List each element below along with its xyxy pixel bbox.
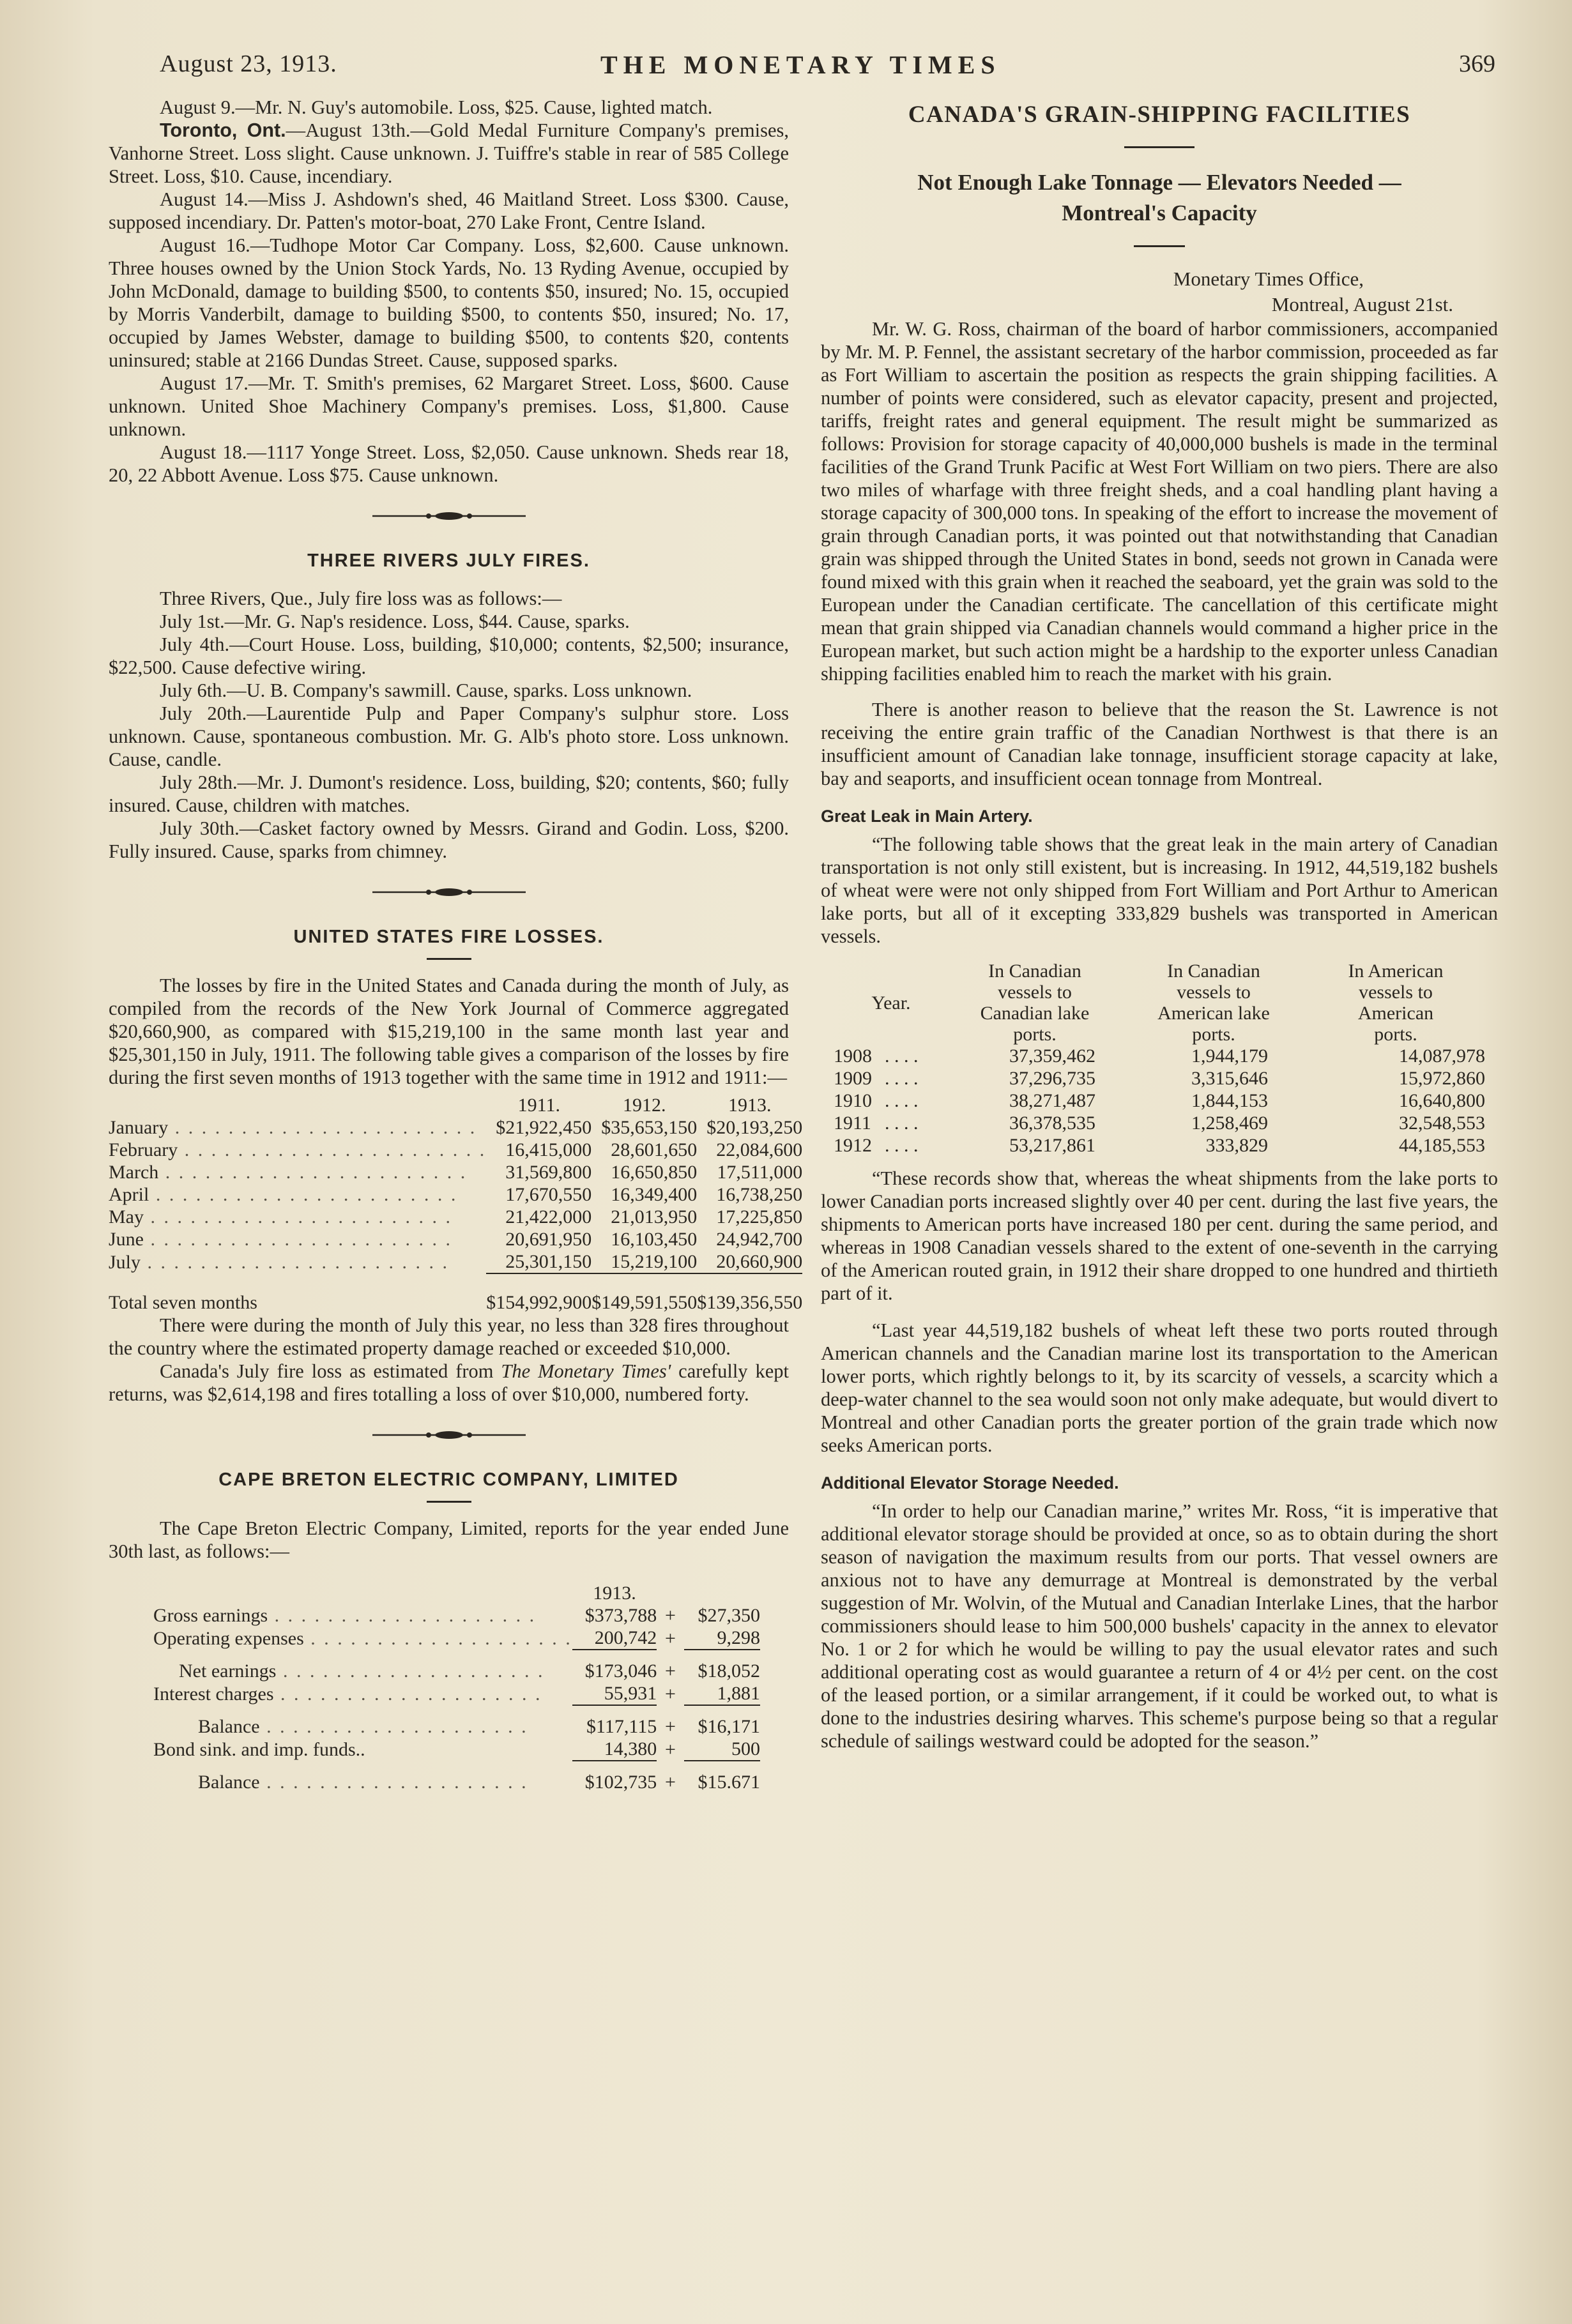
- year-cell: 1912: [834, 1135, 872, 1156]
- table-cell: 1,844,153: [1191, 1090, 1268, 1111]
- table-cell: $149,591,550: [591, 1292, 698, 1313]
- fire-item: August 9.—Mr. N. Guy's automobile. Loss, $25. Cause, lighted match.: [160, 96, 713, 118]
- dateline: Monetary Times Office, Montreal, August 21st.: [1173, 268, 1453, 315]
- toronto-label: Toronto, Ont.: [160, 119, 286, 141]
- month-label: April: [109, 1184, 149, 1205]
- fire-item: August 17.—Mr. T. Smith's premises, 62 Margaret Street. Loss, $600. Cause unknown. United Shoe Machinery Company's premises. Loss, $1,800. Cause unknown.: [109, 372, 789, 440]
- table-cell: 16,415,000: [505, 1139, 592, 1160]
- table-row: 1908 . . . . 37,359,462 1,944,179 14,087,978: [834, 1045, 1485, 1067]
- table-cell: 16,650,850: [611, 1162, 698, 1183]
- three-rivers-para: July 6th.—U. B. Company's sawmill. Cause, sparks. Loss unknown.: [160, 680, 692, 701]
- table-cell: $15.671: [698, 1772, 760, 1793]
- table-cell: 17,511,000: [717, 1162, 803, 1183]
- article-subtitle: Montreal's Capacity: [1062, 201, 1257, 225]
- table-cell: 17,225,850: [716, 1206, 803, 1227]
- table-cell: 31,569,800: [505, 1162, 592, 1183]
- three-rivers-para: July 1st.—Mr. G. Nap's residence. Loss, $44. Cause, sparks.: [160, 611, 630, 632]
- table-row: Gross earnings . . . . . . . . . . . . . . . . . . . . $373,788 + $27,350: [153, 1605, 760, 1626]
- year-header: 1913.: [728, 1095, 772, 1116]
- year-cell: 1909: [834, 1068, 872, 1089]
- table-cell: $154,992,900: [486, 1292, 592, 1313]
- table-row: February . . . . . . . . . . . . . . . . . . . . . . . 16,415,000 28,601,650 22,084,600: [109, 1139, 803, 1160]
- us-fire-title: UNITED STATES FIRE LOSSES.: [293, 927, 604, 947]
- year-header: 1913.: [593, 1583, 636, 1604]
- table-cell: 3,315,646: [1191, 1068, 1268, 1089]
- table-row: 1910 . . . . 38,271,487 1,844,153 16,640,800: [834, 1090, 1485, 1111]
- column-header: In Canadian vessels to American lake ports.: [1157, 961, 1270, 1045]
- article-paragraph: Mr. W. G. Ross, chairman of the board of harbor commissioners, accompanied by Mr. M. P. Fennel, the assistant secretary of the harbor commission, proceeded as far as Fort William to ascertain the position as respects the grain shipping facilities. A number of points were considered, such as elevator capacity, present and projected, tariffs, freight rates and general equipment. The result might be summarized as follows: Provision for storage capacity of 40,000,000 bushels is made in the terminal facilities of the Grand Trunk Pacific at West Fort William on two piers. There are also two miles of wharfage with three freight sheds, and a coal handling plant having a storage capacity of 300,000 tons. In speaking of the effort to increase the movement of grain through Canadian ports, it was pointed out that notwithstanding that Canadian grain was shipped through the United States in bond, seeds not grown in Canada were found mixed with this grain when it reached the seaboard, yet the grain was sold to the European under the Canadian certificate. The cancellation of this certificate might mean that grain shipped via Canadian channels would command a higher price in the European market, but such action might be a hardship to the exporter unless Canadian shipping facilities enabled him to reach the market with his grain.: [821, 318, 1498, 685]
- fire-item: August 14.—Miss J. Ashdown's shed, 46 Maitland Street. Loss $300. Cause, supposed incendiary. Dr. Patten's motor-boat, 270 Lake Front, Centre Island.: [109, 188, 789, 233]
- table-row: June . . . . . . . . . . . . . . . . . . . . . . . 20,691,950 16,103,450 24,942,700: [109, 1229, 803, 1250]
- three-rivers-para: Three Rivers, Que., July fire loss was as follows:—: [160, 588, 562, 609]
- year-cell: 1910: [834, 1090, 872, 1111]
- table-cell: 500: [731, 1738, 760, 1759]
- article-paragraph: “The following table shows that the great leak in the main artery of Canadian transportation is not only still existent, but is increasing. In 1912, 44,519,182 bushels of wheat were were not only shipped from Fort William and Port Arthur to American lake ports, but all of it excepting 333,829 bushels was transported in American vessels.: [821, 833, 1498, 947]
- table-cell: $139,356,550: [697, 1292, 803, 1313]
- table-cell: $102,735: [584, 1772, 657, 1793]
- table-row: Balance . . . . . . . . . . . . . . . . . . . . $117,115 + $16,171: [198, 1716, 760, 1737]
- title-rule: [427, 1501, 471, 1503]
- table-cell: 16,349,400: [611, 1184, 698, 1205]
- month-label: May: [109, 1206, 144, 1227]
- table-cell: 15,219,100: [611, 1251, 698, 1272]
- table-cell: 22,084,600: [716, 1139, 803, 1160]
- us-fire-note: Canada's July fire loss as estimated from The Monetary Times' carefully kept returns, was $2,614,198 and fires totalling a loss of over $10,000, numbered forty.: [109, 1360, 789, 1405]
- table-cell: 28,601,650: [611, 1139, 698, 1160]
- row-label: Interest charges: [153, 1683, 274, 1705]
- table-cell: 20,691,950: [505, 1229, 592, 1250]
- page-header: [160, 50, 1495, 88]
- table-cell: $173,046: [584, 1660, 657, 1682]
- table-cell: 44,185,553: [1399, 1135, 1485, 1156]
- page-number: 369: [1459, 50, 1495, 77]
- row-label: Operating expenses: [153, 1627, 304, 1649]
- table-cell: 32,548,553: [1399, 1113, 1485, 1134]
- title-rule: [1134, 245, 1185, 247]
- row-label: Net earnings: [179, 1660, 277, 1682]
- table-cell: 20,660,900: [716, 1251, 803, 1272]
- table-cell: 200,742: [594, 1627, 657, 1648]
- article-paragraph: “These records show that, whereas the wheat shipments from the lake ports to lower Canadian ports increased slightly over 40 per cent. during the last five years, the shipments to American ports have increased 180 per cent. during the same period, and whereas in 1908 Canadian vessels shared to the extent of one-seventh in the carrying of the American routed grain, in 1912 their share dropped to one hundred and thirtieth part of it.: [821, 1167, 1498, 1304]
- table-cell: $16,171: [698, 1716, 760, 1737]
- article-subtitle: Not Enough Lake Tonnage — Elevators Needed —: [917, 170, 1401, 195]
- month-label: January: [109, 1117, 169, 1138]
- earnings-table: [153, 1582, 760, 1793]
- table-cell: 333,829: [1205, 1135, 1268, 1156]
- three-rivers-title: THREE RIVERS JULY FIRES.: [307, 551, 590, 571]
- table-cell: $373,788: [584, 1605, 657, 1626]
- table-cell: $35,653,150: [601, 1117, 698, 1138]
- table-header-row: [109, 1094, 802, 1116]
- left-column: [109, 96, 803, 1793]
- section-ornament: [372, 1430, 526, 1440]
- issue-date: August 23, 1913.: [160, 50, 337, 77]
- table-row: April . . . . . . . . . . . . . . . . . . . . . . . 17,670,550 16,349,400 16,738,250: [109, 1184, 803, 1205]
- table-cell: 15,972,860: [1399, 1068, 1485, 1089]
- table-row: Operating expenses . . . . . . . . . . . . . . . . . . . . 200,742 + 9,298: [153, 1627, 760, 1649]
- table-row: Interest charges . . . . . . . . . . . . . . . . . . . . 55,931 + 1,881: [153, 1683, 760, 1705]
- table-cell: 21,422,000: [505, 1206, 592, 1227]
- row-label: Bond sink. and imp. funds..: [153, 1738, 365, 1760]
- table-cell: 37,359,462: [1009, 1045, 1095, 1067]
- table-cell: 25,301,150: [505, 1251, 592, 1272]
- table-cell: $20,193,250: [706, 1117, 803, 1138]
- table-row: May . . . . . . . . . . . . . . . . . . . . . . . 21,422,000 21,013,950 17,225,850: [109, 1206, 803, 1227]
- column-header: Year.: [871, 992, 911, 1014]
- cape-breton-title: CAPE BRETON ELECTRIC COMPANY, LIMITED: [218, 1470, 679, 1490]
- table-cell: 14,087,978: [1399, 1045, 1485, 1067]
- article-paragraph: “In order to help our Canadian marine,” writes Mr. Ross, “it is imperative that additional elevator storage should be provided at once, so as to obtain during the short season of navigation the maximum results from our ports. That vessel owners are anxious not to have any demurrage at Montreal is demonstrated by the verbal suggestion of Mr. Wolvin, of the Mutual and Canadian Interlake Lines, that the harbor commissioners should lease to him 500,000 bushels' capacity in the annex to elevator No. 1 or 2 for which he would be willing to pay the usual elevator rates and such additional operating cost as would guarantee a return of 4 or 4½ per cent. on the cost of the leased portion, or a similar arrangement, if it could be worked out, to what is done to the industries desiring wharves. This scheme's purpose being so that a regular schedule of sailings westward could be adopted for the season.”: [821, 1500, 1498, 1752]
- row-label: Balance: [198, 1772, 260, 1793]
- grain-table: [834, 961, 1485, 1157]
- table-cell: 1,944,179: [1191, 1045, 1268, 1067]
- table-row: 1912 . . . . 53,217,861 333,829 44,185,553: [834, 1135, 1485, 1156]
- table-cell: 38,271,487: [1009, 1090, 1095, 1111]
- table-cell: 1,881: [717, 1683, 760, 1704]
- fire-item: Toronto, Ont.—August 13th.—Gold Medal Furniture Company's premises, Vanhorne Street. Loss slight. Cause unknown. J. Tuiffre's stable in rear of 585 College Street. Loss, $10. Cause, incendiary.: [109, 119, 789, 187]
- table-cell: $18,052: [698, 1660, 760, 1682]
- table-total-row: [109, 1282, 802, 1314]
- table-cell: 9,298: [717, 1627, 760, 1648]
- section-ornament: [372, 511, 526, 521]
- year-cell: 1911: [834, 1113, 871, 1134]
- month-label: July: [109, 1251, 141, 1273]
- table-row: 1909 . . . . 37,296,735 3,315,646 15,972,860: [834, 1068, 1485, 1089]
- us-fire-note: There were during the month of July this year, no less than 328 fires throughout the country where the estimated property damage reached or exceeded $10,000.: [109, 1314, 789, 1359]
- title-rule: [1124, 146, 1194, 148]
- year-header: 1912.: [623, 1095, 666, 1116]
- table-row: Bond sink. and imp. funds.. 14,380 + 500: [153, 1738, 760, 1760]
- table-cell: 16,640,800: [1399, 1090, 1485, 1111]
- table-row: 1911 . . . . 36,378,535 1,258,469 32,548,553: [834, 1113, 1485, 1134]
- table-cell: $117,115: [586, 1716, 657, 1737]
- fire-loss-table: [109, 1094, 802, 1314]
- column-header: In Canadian vessels to Canadian lake ports.: [980, 961, 1090, 1045]
- table-cell: 16,738,250: [716, 1184, 803, 1205]
- table-cell: 24,942,700: [716, 1229, 803, 1250]
- table-row: March . . . . . . . . . . . . . . . . . . . . . . . 31,569,800 16,650,850 17,511,000: [109, 1162, 803, 1183]
- table-cell: 16,103,450: [611, 1229, 698, 1250]
- table-row: July . . . . . . . . . . . . . . . . . . . . . . . 25,301,150 15,219,100 20,660,900: [109, 1251, 803, 1273]
- publication-title: THE MONETARY TIMES: [600, 50, 1001, 79]
- article-subhead: Additional Elevator Storage Needed.: [821, 1473, 1119, 1492]
- year-header: 1911.: [517, 1095, 560, 1116]
- total-label: Total seven months: [109, 1292, 257, 1313]
- article-paragraph: There is another reason to believe that the reason the St. Lawrence is not receiving the entire grain traffic of the Canadian Northwest is that there is an insufficient amount of Canadian lake tonnage, insufficient storage capacity at lake, bay and seaports, and insufficient ocean tonnage from Montreal.: [821, 699, 1498, 789]
- us-fire-intro: The losses by fire in the United States and Canada during the month of July, as compiled from the records of the New York Journal of Commerce aggregated $20,660,900, as compared with $15,219,100 in the same month last year and $25,301,150 in July, 1911. The following table gives a comparison of the losses by fire during the first seven months of 1913 together with the same time in 1912 and 1911:—: [109, 975, 789, 1088]
- three-rivers-para: July 30th.—Casket factory owned by Messrs. Girand and Godin. Loss, $200. Fully insured. Cause, sparks from chimney.: [109, 817, 789, 862]
- table-header-row: [834, 961, 1485, 1045]
- table-cell: 21,013,950: [611, 1206, 698, 1227]
- month-label: February: [109, 1139, 178, 1160]
- three-rivers-para: July 20th.—Laurentide Pulp and Paper Company's sulphur store. Loss unknown. Cause, spontaneous combustion. Mr. G. Alb's photo store. Loss unknown. Cause, candle.: [109, 703, 789, 770]
- table-cell: $27,350: [698, 1605, 760, 1626]
- month-label: June: [109, 1229, 144, 1250]
- table-row: Balance . . . . . . . . . . . . . . . . . . . . $102,735 + $15.671: [198, 1772, 760, 1793]
- table-row: Net earnings . . . . . . . . . . . . . . . . . . . . $173,046 + $18,052: [179, 1660, 760, 1682]
- table-row: January . . . . . . . . . . . . . . . . . . . . . . . $21,922,450 $35,653,150 $20,193,250: [109, 1117, 803, 1138]
- year-cell: 1908: [834, 1045, 872, 1067]
- title-rule: [427, 958, 471, 960]
- three-rivers-para: July 4th.—Court House. Loss, building, $10,000; contents, $2,500; insurance, $22,500. Cause defective wiring.: [109, 634, 789, 678]
- cape-breton-intro: The Cape Breton Electric Company, Limited, reports for the year ended June 30th last, as follows:—: [109, 1517, 789, 1562]
- section-ornament: [372, 887, 526, 897]
- article-title: CANADA'S GRAIN-SHIPPING FACILITIES: [908, 102, 1411, 128]
- table-cell: 1,258,469: [1191, 1113, 1268, 1134]
- row-label: Balance: [198, 1716, 260, 1737]
- fire-item: August 18.—1117 Yonge Street. Loss, $2,050. Cause unknown. Sheds rear 18, 20, 22 Abbott Avenue. Loss $75. Cause unknown.: [109, 441, 789, 486]
- month-label: March: [109, 1162, 159, 1183]
- table-cell: $21,922,450: [496, 1117, 592, 1138]
- table-cell: 53,217,861: [1009, 1135, 1095, 1156]
- table-cell: 55,931: [604, 1683, 657, 1704]
- table-cell: 14,380: [604, 1738, 657, 1759]
- table-cell: 17,670,550: [505, 1184, 592, 1205]
- article-paragraph: “Last year 44,519,182 bushels of wheat left these two ports routed through American channels and the Canadian marine lost its transportation to the American lower ports, which rightly belongs to it, by its scarcity of vessels, a scarcity which a deep-water channel to the sea would soon not only make adequate, but would divert to Montreal and other Canadian ports the greater portion of the grain trade which now seeks American ports.: [821, 1319, 1498, 1456]
- article-subhead: Great Leak in Main Artery.: [821, 807, 1033, 826]
- right-column: [821, 96, 1498, 1752]
- table-cell: 36,378,535: [1009, 1113, 1095, 1134]
- row-label: Gross earnings: [153, 1605, 268, 1626]
- column-header: In American vessels to American ports.: [1348, 961, 1444, 1045]
- three-rivers-para: July 28th.—Mr. J. Dumont's residence. Loss, building, $20; contents, $60; fully insured. Cause, children with matches.: [109, 771, 789, 816]
- table-cell: 37,296,735: [1009, 1068, 1095, 1089]
- fire-item: August 16.—Tudhope Motor Car Company. Loss, $2,600. Cause unknown. Three houses owned by the Union Stock Yards, No. 13 Ryding Avenue, occupied by John McDonald, damage to building $500, to contents $50, insured; No. 15, occupied by Morris Vanderbilt, damage to building $500, to contents $50, insured; No. 17, occupied by James Webster, damage to building $500, to contents $20, contents uninsured; stable at 2166 Dundas Street. Cause, supposed sparks.: [109, 234, 789, 371]
